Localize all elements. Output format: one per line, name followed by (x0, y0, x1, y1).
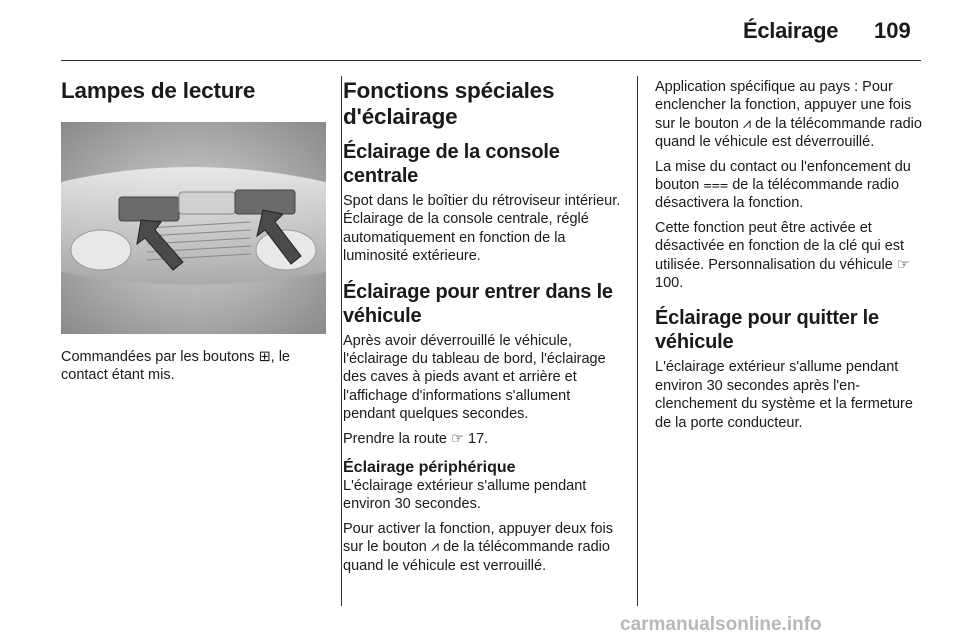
paragraph: Spot dans le boîtier du rétroviseur intérieur. Éclairage de la console centrale, réglé automatiquement en fonction de la luminosité extérieure. (343, 193, 621, 265)
header-rule (61, 60, 921, 61)
watermark: carmanualsonline.info (620, 614, 822, 635)
column-special-lighting (343, 78, 625, 575)
column-divider (341, 76, 342, 606)
caption: Commandées par les boutons ⊞, le contact étant mis. (61, 349, 290, 384)
section-heading: Lampes de lecture (61, 78, 256, 103)
section-heading: Éclairage pour quitter le véhicule (655, 307, 879, 354)
running-header-title: Éclairage (743, 18, 839, 43)
cross-reference: Prendre la route ☞ 17. (343, 430, 489, 447)
subsection-heading: Éclairage périphérique (343, 459, 516, 477)
paragraph: La mise du contact ou l'enfoncement du bouton ⩶ de la télécommande radio désactivera la fonction. (655, 158, 911, 212)
subsection-heading: Éclairage pour entrer dans le véhicule (343, 280, 613, 327)
paragraph: L'éclairage extérieur s'allume pendant environ 30 secondes après l'enclenchement du système et la fermeture de la porte conducteur. (655, 359, 913, 431)
paragraph: L'éclairage extérieur s'allume pendant environ 30 secondes. (343, 478, 587, 513)
reading-lamps-photo (61, 122, 326, 334)
subsection-heading: Éclairage de la console centrale (343, 141, 560, 187)
column-reading-lamps (61, 78, 326, 385)
page-number: 109 (874, 18, 911, 43)
section-heading: Fonctions spéciales d'éclairage (343, 78, 555, 129)
paragraph: Pour activer la fonction, appuyer deux fois sur le bouton ⩘ de la télécommande radio quand le véhicule est verrouillé. (343, 520, 614, 574)
column-divider (637, 76, 638, 606)
reading-lamp-icon: ⊞ (258, 349, 271, 365)
paragraph: Cette fonction peut être activée et désactivée en fonction de la clé qui est utilisée. Personnalisation du véhicule ☞ 100. (655, 219, 910, 292)
paragraph: Application spécifique au pays : Pour enclencher la fonction, appuyer une fois sur le bouton ⩘ de la télécommande radio quand le véhicule est déverrouillé. (655, 79, 922, 151)
column-continued (655, 78, 925, 432)
paragraph: Après avoir déverrouillé le véhicule, l'éclairage du tableau de bord, l'éclairage des caves à pieds avant et arrière et l'affichage d'informations s'allument pendant quelques secondes. (343, 332, 606, 423)
